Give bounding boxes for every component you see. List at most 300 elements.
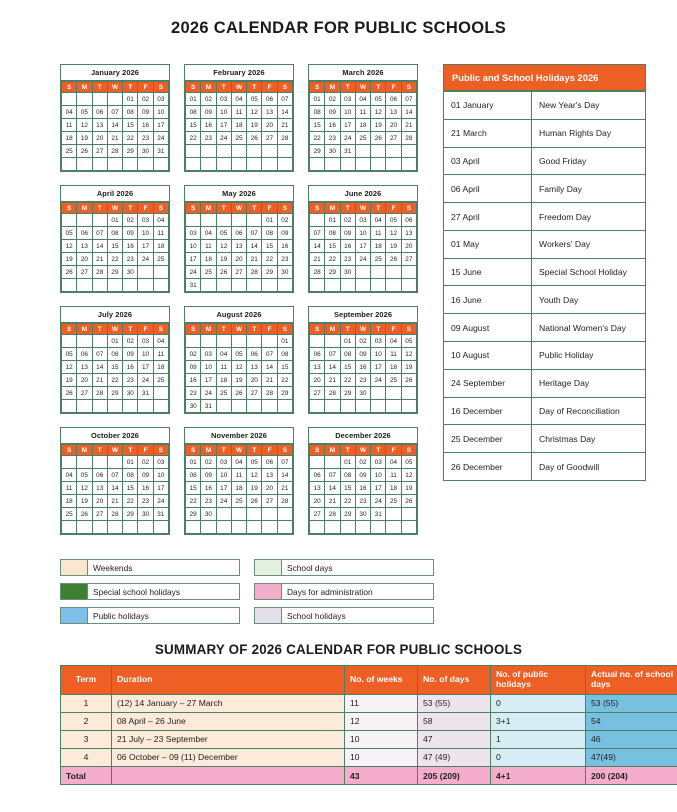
day-cell[interactable]: 25 — [216, 387, 231, 400]
day-cell[interactable]: 29 — [340, 508, 355, 521]
day-cell[interactable]: 22 — [107, 374, 122, 387]
day-cell[interactable]: 30 — [277, 266, 292, 279]
day-cell[interactable]: 17 — [153, 119, 168, 132]
day-cell[interactable]: 20 — [77, 253, 92, 266]
day-cell[interactable]: 19 — [216, 253, 231, 266]
day-cell[interactable]: 23 — [325, 132, 340, 145]
day-cell[interactable]: 24 — [153, 132, 168, 145]
day-cell[interactable]: 17 — [216, 119, 231, 132]
day-cell[interactable]: 09 — [186, 361, 201, 374]
day-cell[interactable]: 06 — [77, 348, 92, 361]
day-cell[interactable]: 27 — [77, 387, 92, 400]
day-cell[interactable]: 06 — [92, 106, 107, 119]
day-cell[interactable]: 20 — [262, 119, 277, 132]
day-cell[interactable]: 11 — [386, 469, 401, 482]
day-cell[interactable]: 28 — [401, 132, 416, 145]
day-cell[interactable]: 18 — [62, 495, 77, 508]
day-cell[interactable]: 31 — [153, 145, 168, 158]
day-cell[interactable]: 20 — [386, 119, 401, 132]
day-cell[interactable]: 01 — [123, 93, 138, 106]
day-cell[interactable]: 24 — [201, 387, 216, 400]
day-cell[interactable]: 06 — [92, 469, 107, 482]
day-cell[interactable]: 15 — [277, 361, 292, 374]
day-cell[interactable]: 30 — [138, 145, 153, 158]
day-cell[interactable]: 13 — [401, 227, 416, 240]
day-cell[interactable]: 22 — [107, 253, 122, 266]
day-cell[interactable]: 31 — [186, 279, 201, 292]
day-cell[interactable]: 24 — [153, 495, 168, 508]
day-cell[interactable]: 23 — [201, 132, 216, 145]
day-cell[interactable]: 27 — [401, 253, 416, 266]
day-cell[interactable]: 12 — [386, 227, 401, 240]
day-cell[interactable]: 07 — [277, 456, 292, 469]
day-cell[interactable]: 29 — [123, 508, 138, 521]
day-cell[interactable]: 11 — [216, 361, 231, 374]
day-cell[interactable]: 14 — [277, 469, 292, 482]
day-cell[interactable]: 21 — [277, 119, 292, 132]
day-cell[interactable]: 04 — [153, 335, 168, 348]
day-cell[interactable]: 02 — [355, 456, 370, 469]
day-cell[interactable]: 10 — [355, 227, 370, 240]
day-cell[interactable]: 06 — [262, 93, 277, 106]
day-cell[interactable]: 17 — [340, 119, 355, 132]
day-cell[interactable]: 04 — [62, 106, 77, 119]
day-cell[interactable]: 31 — [153, 508, 168, 521]
day-cell[interactable]: 26 — [247, 495, 262, 508]
day-cell[interactable]: 24 — [355, 253, 370, 266]
day-cell[interactable]: 11 — [62, 119, 77, 132]
day-cell[interactable]: 29 — [325, 266, 340, 279]
day-cell[interactable]: 12 — [247, 106, 262, 119]
day-cell[interactable]: 15 — [262, 240, 277, 253]
day-cell[interactable]: 08 — [186, 106, 201, 119]
day-cell[interactable]: 20 — [247, 374, 262, 387]
day-cell[interactable]: 18 — [216, 374, 231, 387]
day-cell[interactable]: 07 — [310, 227, 325, 240]
day-cell[interactable]: 22 — [123, 132, 138, 145]
day-cell[interactable]: 09 — [355, 469, 370, 482]
day-cell[interactable]: 28 — [92, 387, 107, 400]
day-cell[interactable]: 28 — [325, 387, 340, 400]
day-cell[interactable]: 08 — [340, 469, 355, 482]
day-cell[interactable]: 08 — [310, 106, 325, 119]
day-cell[interactable]: 03 — [186, 227, 201, 240]
day-cell[interactable]: 03 — [201, 348, 216, 361]
day-cell[interactable]: 03 — [371, 335, 386, 348]
day-cell[interactable]: 18 — [153, 240, 168, 253]
day-cell[interactable]: 31 — [138, 387, 153, 400]
day-cell[interactable]: 01 — [340, 456, 355, 469]
day-cell[interactable]: 05 — [371, 93, 386, 106]
day-cell[interactable]: 23 — [355, 374, 370, 387]
day-cell[interactable]: 29 — [262, 266, 277, 279]
day-cell[interactable]: 01 — [107, 335, 122, 348]
day-cell[interactable]: 30 — [123, 266, 138, 279]
day-cell[interactable]: 14 — [310, 240, 325, 253]
day-cell[interactable]: 30 — [186, 400, 201, 413]
day-cell[interactable]: 10 — [216, 469, 231, 482]
day-cell[interactable]: 26 — [62, 387, 77, 400]
day-cell[interactable]: 17 — [153, 482, 168, 495]
day-cell[interactable]: 25 — [231, 132, 246, 145]
day-cell[interactable]: 16 — [355, 482, 370, 495]
day-cell[interactable]: 29 — [107, 266, 122, 279]
day-cell[interactable]: 28 — [247, 266, 262, 279]
day-cell[interactable]: 20 — [77, 374, 92, 387]
day-cell[interactable]: 17 — [355, 240, 370, 253]
day-cell[interactable]: 12 — [371, 106, 386, 119]
day-cell[interactable]: 13 — [247, 361, 262, 374]
day-cell[interactable]: 25 — [62, 145, 77, 158]
day-cell[interactable]: 11 — [231, 469, 246, 482]
day-cell[interactable]: 25 — [231, 495, 246, 508]
day-cell[interactable]: 04 — [62, 469, 77, 482]
day-cell[interactable]: 07 — [92, 227, 107, 240]
day-cell[interactable]: 10 — [216, 106, 231, 119]
day-cell[interactable]: 11 — [153, 348, 168, 361]
day-cell[interactable]: 11 — [231, 106, 246, 119]
day-cell[interactable]: 21 — [107, 132, 122, 145]
day-cell[interactable]: 30 — [138, 508, 153, 521]
day-cell[interactable]: 29 — [186, 508, 201, 521]
day-cell[interactable]: 06 — [262, 456, 277, 469]
day-cell[interactable]: 09 — [201, 106, 216, 119]
day-cell[interactable]: 14 — [107, 482, 122, 495]
day-cell[interactable]: 06 — [77, 227, 92, 240]
day-cell[interactable]: 13 — [92, 482, 107, 495]
day-cell[interactable]: 04 — [216, 348, 231, 361]
day-cell[interactable]: 03 — [138, 214, 153, 227]
day-cell[interactable]: 09 — [123, 227, 138, 240]
day-cell[interactable]: 02 — [325, 93, 340, 106]
day-cell[interactable]: 12 — [216, 240, 231, 253]
day-cell[interactable]: 18 — [231, 482, 246, 495]
day-cell[interactable]: 10 — [371, 348, 386, 361]
day-cell[interactable]: 22 — [340, 495, 355, 508]
day-cell[interactable]: 04 — [201, 227, 216, 240]
day-cell[interactable]: 21 — [262, 374, 277, 387]
day-cell[interactable]: 07 — [325, 348, 340, 361]
day-cell[interactable]: 14 — [247, 240, 262, 253]
day-cell[interactable]: 27 — [262, 495, 277, 508]
day-cell[interactable]: 17 — [201, 374, 216, 387]
day-cell[interactable]: 28 — [92, 266, 107, 279]
day-cell[interactable]: 27 — [92, 508, 107, 521]
day-cell[interactable]: 01 — [186, 456, 201, 469]
day-cell[interactable]: 27 — [262, 132, 277, 145]
day-cell[interactable]: 29 — [123, 145, 138, 158]
day-cell[interactable]: 19 — [247, 482, 262, 495]
day-cell[interactable]: 23 — [138, 495, 153, 508]
day-cell[interactable]: 04 — [355, 93, 370, 106]
day-cell[interactable]: 07 — [325, 469, 340, 482]
day-cell[interactable]: 07 — [247, 227, 262, 240]
day-cell[interactable]: 18 — [386, 482, 401, 495]
day-cell[interactable]: 20 — [92, 132, 107, 145]
day-cell[interactable]: 19 — [247, 119, 262, 132]
day-cell[interactable]: 15 — [340, 482, 355, 495]
day-cell[interactable]: 02 — [355, 335, 370, 348]
day-cell[interactable]: 12 — [231, 361, 246, 374]
day-cell[interactable]: 07 — [107, 106, 122, 119]
day-cell[interactable]: 25 — [153, 253, 168, 266]
day-cell[interactable]: 01 — [325, 214, 340, 227]
day-cell[interactable]: 01 — [123, 456, 138, 469]
day-cell[interactable]: 23 — [123, 253, 138, 266]
day-cell[interactable]: 05 — [62, 348, 77, 361]
day-cell[interactable]: 25 — [386, 495, 401, 508]
day-cell[interactable]: 24 — [186, 266, 201, 279]
day-cell[interactable]: 14 — [325, 482, 340, 495]
day-cell[interactable]: 27 — [247, 387, 262, 400]
day-cell[interactable]: 28 — [107, 145, 122, 158]
day-cell[interactable]: 27 — [386, 132, 401, 145]
day-cell[interactable]: 26 — [401, 495, 416, 508]
day-cell[interactable]: 18 — [355, 119, 370, 132]
day-cell[interactable]: 18 — [386, 361, 401, 374]
day-cell[interactable]: 20 — [92, 495, 107, 508]
day-cell[interactable]: 06 — [231, 227, 246, 240]
day-cell[interactable]: 02 — [123, 335, 138, 348]
day-cell[interactable]: 13 — [262, 469, 277, 482]
day-cell[interactable]: 08 — [277, 348, 292, 361]
day-cell[interactable]: 29 — [340, 387, 355, 400]
day-cell[interactable]: 08 — [325, 227, 340, 240]
day-cell[interactable]: 03 — [355, 214, 370, 227]
day-cell[interactable]: 19 — [62, 253, 77, 266]
day-cell[interactable]: 23 — [201, 495, 216, 508]
day-cell[interactable]: 30 — [355, 387, 370, 400]
day-cell[interactable]: 08 — [123, 106, 138, 119]
day-cell[interactable]: 30 — [201, 508, 216, 521]
day-cell[interactable]: 10 — [153, 106, 168, 119]
day-cell[interactable]: 19 — [62, 374, 77, 387]
day-cell[interactable]: 04 — [231, 93, 246, 106]
day-cell[interactable]: 09 — [340, 227, 355, 240]
day-cell[interactable]: 22 — [186, 495, 201, 508]
day-cell[interactable]: 24 — [371, 374, 386, 387]
day-cell[interactable]: 21 — [325, 374, 340, 387]
day-cell[interactable]: 06 — [386, 93, 401, 106]
day-cell[interactable]: 15 — [107, 240, 122, 253]
day-cell[interactable]: 27 — [310, 387, 325, 400]
day-cell[interactable]: 16 — [340, 240, 355, 253]
day-cell[interactable]: 08 — [107, 348, 122, 361]
day-cell[interactable]: 24 — [138, 253, 153, 266]
day-cell[interactable]: 13 — [386, 106, 401, 119]
day-cell[interactable]: 28 — [277, 495, 292, 508]
day-cell[interactable]: 23 — [277, 253, 292, 266]
day-cell[interactable]: 08 — [262, 227, 277, 240]
day-cell[interactable]: 15 — [123, 119, 138, 132]
day-cell[interactable]: 28 — [325, 508, 340, 521]
day-cell[interactable]: 13 — [310, 482, 325, 495]
day-cell[interactable]: 17 — [186, 253, 201, 266]
day-cell[interactable]: 19 — [231, 374, 246, 387]
day-cell[interactable]: 25 — [386, 374, 401, 387]
day-cell[interactable]: 09 — [201, 469, 216, 482]
day-cell[interactable]: 23 — [186, 387, 201, 400]
day-cell[interactable]: 26 — [216, 266, 231, 279]
day-cell[interactable]: 13 — [231, 240, 246, 253]
day-cell[interactable]: 21 — [92, 374, 107, 387]
day-cell[interactable]: 30 — [123, 387, 138, 400]
day-cell[interactable]: 12 — [77, 119, 92, 132]
day-cell[interactable]: 10 — [186, 240, 201, 253]
day-cell[interactable]: 12 — [247, 469, 262, 482]
day-cell[interactable]: 20 — [310, 374, 325, 387]
day-cell[interactable]: 03 — [371, 456, 386, 469]
day-cell[interactable]: 18 — [371, 240, 386, 253]
day-cell[interactable]: 22 — [310, 132, 325, 145]
day-cell[interactable]: 11 — [386, 348, 401, 361]
day-cell[interactable]: 05 — [216, 227, 231, 240]
day-cell[interactable]: 06 — [310, 348, 325, 361]
day-cell[interactable]: 01 — [107, 214, 122, 227]
day-cell[interactable]: 22 — [186, 132, 201, 145]
day-cell[interactable]: 03 — [153, 456, 168, 469]
day-cell[interactable]: 18 — [231, 119, 246, 132]
day-cell[interactable]: 19 — [77, 495, 92, 508]
day-cell[interactable]: 26 — [247, 132, 262, 145]
day-cell[interactable]: 03 — [138, 335, 153, 348]
day-cell[interactable]: 14 — [107, 119, 122, 132]
day-cell[interactable]: 14 — [92, 240, 107, 253]
day-cell[interactable]: 14 — [262, 361, 277, 374]
day-cell[interactable]: 20 — [262, 482, 277, 495]
day-cell[interactable]: 08 — [107, 227, 122, 240]
day-cell[interactable]: 16 — [201, 482, 216, 495]
day-cell[interactable]: 06 — [310, 469, 325, 482]
day-cell[interactable]: 10 — [138, 227, 153, 240]
day-cell[interactable]: 15 — [340, 361, 355, 374]
day-cell[interactable]: 26 — [62, 266, 77, 279]
day-cell[interactable]: 22 — [325, 253, 340, 266]
day-cell[interactable]: 16 — [123, 240, 138, 253]
day-cell[interactable]: 30 — [340, 266, 355, 279]
day-cell[interactable]: 16 — [201, 119, 216, 132]
day-cell[interactable]: 05 — [77, 106, 92, 119]
day-cell[interactable]: 09 — [138, 106, 153, 119]
day-cell[interactable]: 04 — [231, 456, 246, 469]
day-cell[interactable]: 15 — [186, 119, 201, 132]
day-cell[interactable]: 14 — [401, 106, 416, 119]
day-cell[interactable]: 11 — [355, 106, 370, 119]
day-cell[interactable]: 31 — [340, 145, 355, 158]
day-cell[interactable]: 22 — [277, 374, 292, 387]
day-cell[interactable]: 17 — [371, 361, 386, 374]
day-cell[interactable]: 28 — [277, 132, 292, 145]
day-cell[interactable]: 05 — [62, 227, 77, 240]
day-cell[interactable]: 12 — [401, 469, 416, 482]
day-cell[interactable]: 16 — [325, 119, 340, 132]
day-cell[interactable]: 24 — [138, 374, 153, 387]
day-cell[interactable]: 22 — [340, 374, 355, 387]
day-cell[interactable]: 14 — [92, 361, 107, 374]
day-cell[interactable]: 25 — [355, 132, 370, 145]
day-cell[interactable]: 02 — [277, 214, 292, 227]
day-cell[interactable]: 09 — [138, 469, 153, 482]
day-cell[interactable]: 16 — [277, 240, 292, 253]
day-cell[interactable]: 15 — [325, 240, 340, 253]
day-cell[interactable]: 07 — [277, 93, 292, 106]
day-cell[interactable]: 17 — [138, 240, 153, 253]
day-cell[interactable]: 26 — [371, 132, 386, 145]
day-cell[interactable]: 24 — [216, 132, 231, 145]
day-cell[interactable]: 12 — [62, 361, 77, 374]
day-cell[interactable]: 17 — [216, 482, 231, 495]
day-cell[interactable]: 08 — [123, 469, 138, 482]
day-cell[interactable]: 14 — [325, 361, 340, 374]
day-cell[interactable]: 02 — [138, 93, 153, 106]
day-cell[interactable]: 27 — [231, 266, 246, 279]
day-cell[interactable]: 07 — [262, 348, 277, 361]
day-cell[interactable]: 03 — [216, 456, 231, 469]
day-cell[interactable]: 26 — [401, 374, 416, 387]
day-cell[interactable]: 01 — [340, 335, 355, 348]
day-cell[interactable]: 05 — [231, 348, 246, 361]
day-cell[interactable]: 19 — [401, 361, 416, 374]
day-cell[interactable]: 16 — [138, 119, 153, 132]
day-cell[interactable]: 21 — [92, 253, 107, 266]
day-cell[interactable]: 27 — [310, 508, 325, 521]
day-cell[interactable]: 05 — [401, 335, 416, 348]
day-cell[interactable]: 04 — [371, 214, 386, 227]
day-cell[interactable]: 28 — [310, 266, 325, 279]
day-cell[interactable]: 02 — [186, 348, 201, 361]
day-cell[interactable]: 05 — [247, 93, 262, 106]
day-cell[interactable]: 11 — [153, 227, 168, 240]
day-cell[interactable]: 26 — [231, 387, 246, 400]
day-cell[interactable]: 03 — [340, 93, 355, 106]
day-cell[interactable]: 07 — [107, 469, 122, 482]
day-cell[interactable]: 11 — [62, 482, 77, 495]
day-cell[interactable]: 14 — [277, 106, 292, 119]
day-cell[interactable]: 22 — [123, 495, 138, 508]
day-cell[interactable]: 21 — [107, 495, 122, 508]
day-cell[interactable]: 21 — [325, 495, 340, 508]
day-cell[interactable]: 02 — [340, 214, 355, 227]
day-cell[interactable]: 08 — [340, 348, 355, 361]
day-cell[interactable]: 21 — [401, 119, 416, 132]
day-cell[interactable]: 18 — [201, 253, 216, 266]
day-cell[interactable]: 28 — [262, 387, 277, 400]
day-cell[interactable]: 09 — [355, 348, 370, 361]
day-cell[interactable]: 21 — [247, 253, 262, 266]
day-cell[interactable]: 15 — [186, 482, 201, 495]
day-cell[interactable]: 05 — [401, 456, 416, 469]
day-cell[interactable]: 22 — [262, 253, 277, 266]
day-cell[interactable]: 09 — [277, 227, 292, 240]
day-cell[interactable]: 25 — [201, 266, 216, 279]
day-cell[interactable]: 08 — [186, 469, 201, 482]
day-cell[interactable]: 16 — [138, 482, 153, 495]
day-cell[interactable]: 04 — [153, 214, 168, 227]
day-cell[interactable]: 30 — [355, 508, 370, 521]
day-cell[interactable]: 18 — [62, 132, 77, 145]
day-cell[interactable]: 02 — [138, 456, 153, 469]
day-cell[interactable]: 13 — [310, 361, 325, 374]
day-cell[interactable]: 21 — [310, 253, 325, 266]
day-cell[interactable]: 25 — [153, 374, 168, 387]
day-cell[interactable]: 24 — [216, 495, 231, 508]
day-cell[interactable]: 10 — [340, 106, 355, 119]
day-cell[interactable]: 20 — [310, 495, 325, 508]
day-cell[interactable]: 27 — [92, 145, 107, 158]
day-cell[interactable]: 26 — [386, 253, 401, 266]
day-cell[interactable]: 03 — [153, 93, 168, 106]
day-cell[interactable]: 28 — [107, 508, 122, 521]
